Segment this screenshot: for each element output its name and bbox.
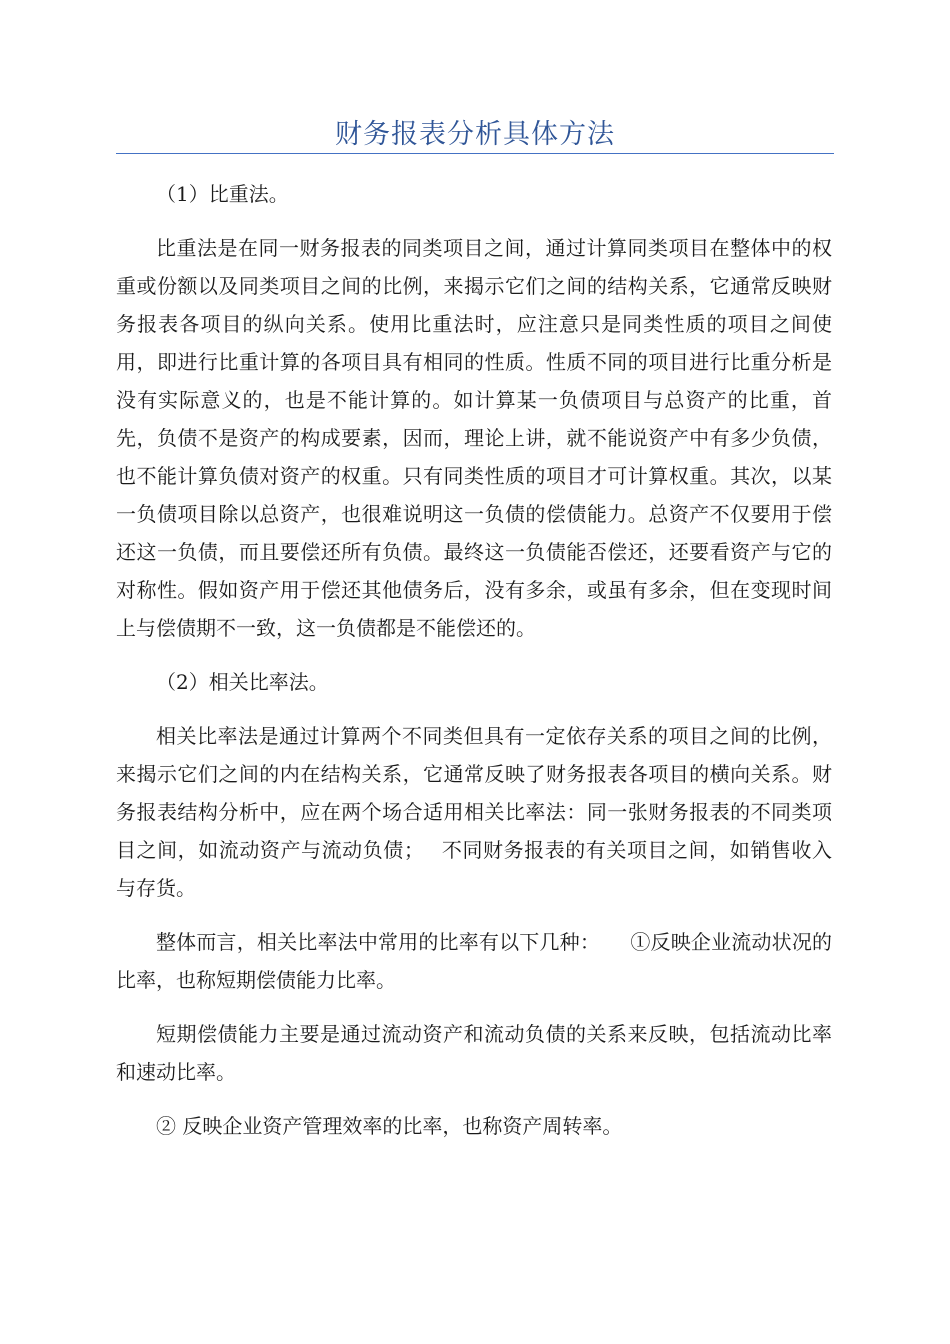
- paragraph-4: 短期偿债能力主要是通过流动资产和流动负债的关系来反映，包括流动比率和速动比率。: [116, 1022, 832, 1084]
- document-title: 财务报表分析具体方法: [335, 119, 615, 150]
- paragraph-3: 整体而言，相关比率法中常用的比率有以下几种： ①反映企业流动状况的比率，也称短期偿债能力比率。: [116, 930, 832, 992]
- section-heading-1: （1）比重法。: [156, 182, 289, 206]
- title-underline: [116, 153, 834, 154]
- paragraph-2: 相关比率法是通过计算两个不同类但具有一定依存关系的项目之间的比例，来揭示它们之间的内在结构关系，它通常反映了财务报表各项目的横向关系。财务报表结构分析中，应在两个场合适用相关比率法：同一张财务报表的不同类项目之间，如流动资产与流动负债； 不同财务报表的有关项目之间，如销售收入与存货。: [116, 724, 832, 900]
- document-body: [116, 175, 832, 1161]
- paragraph-5: ② 反映企业资产管理效率的比率，也称资产周转率。: [156, 1114, 623, 1138]
- section-heading-2: （2）相关比率法。: [156, 670, 329, 694]
- paragraph-1: 比重法是在同一财务报表的同类项目之间，通过计算同类项目在整体中的权重或份额以及同类项目之间的比例，来揭示它们之间的结构关系，它通常反映财务报表各项目的纵向关系。使用比重法时，应注意只是同类性质的项目之间使用，即进行比重计算的各项目具有相同的性质。性质不同的项目进行比重分析是没有实际意义的，也是不能计算的。如计算某一负债项目与总资产的比重，首先，负债不是资产的构成要素，因而，理论上讲，就不能说资产中有多少负债，也不能计算负债对资产的权重。只有同类性质的项目才可计算权重。其次，以某一负债项目除以总资产，也很难说明这一负债的偿债能力。总资产不仅要用于偿还这一负债，而且要偿还所有负债。最终这一负债能否偿还，还要看资产与它的对称性。假如资产用于偿还其他债务后，没有多余，或虽有多余，但在变现时间上与偿债期不一致，这一负债都是不能偿还的。: [116, 236, 832, 640]
